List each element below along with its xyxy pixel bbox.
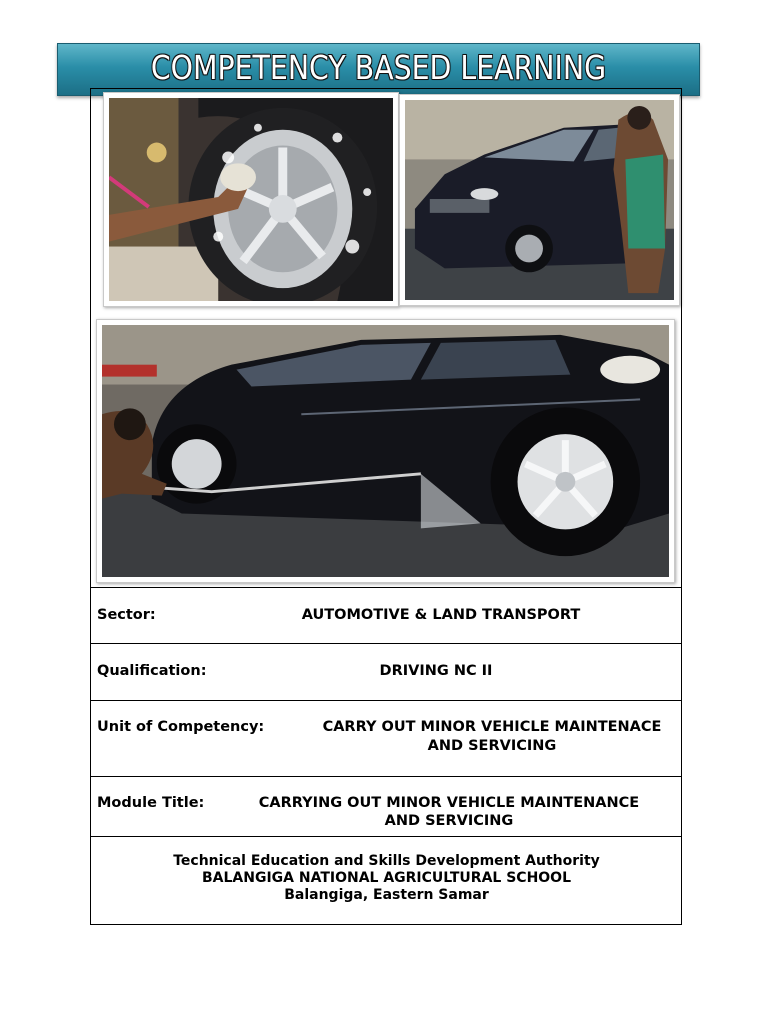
sector-label: Sector:	[97, 607, 156, 623]
module-value-line1: CARRYING OUT MINOR VEHICLE MAINTENANCE	[258, 795, 640, 811]
school-name: BALANGIGA NATIONAL AGRICULTURAL SCHOOL	[201, 870, 572, 886]
module-title-row	[91, 776, 682, 836]
wheel-washing-photo	[103, 92, 399, 307]
banner-title: COMPETENCY BASED LEARNING	[150, 48, 607, 87]
qualification-row	[91, 643, 682, 700]
suv-rinse-photo	[399, 94, 680, 306]
qualification-value: DRIVING NC II	[379, 663, 493, 679]
module-value-line2: AND SERVICING	[384, 813, 514, 829]
authority-name: Technical Education and Skills Development Authority	[173, 853, 600, 869]
unit-label: Unit of Competency:	[97, 719, 265, 735]
pressure-washing-photo	[96, 319, 675, 583]
sector-row	[91, 587, 682, 643]
institution-row	[91, 836, 682, 925]
school-location: Balangiga, Eastern Samar	[284, 887, 489, 903]
unit-value-line1: CARRY OUT MINOR VEHICLE MAINTENACE	[322, 719, 662, 735]
unit-value-line2: AND SERVICING	[427, 738, 557, 754]
unit-of-competency-row	[91, 700, 682, 776]
qualification-label: Qualification:	[97, 663, 207, 679]
sector-value: AUTOMOTIVE & LAND TRANSPORT	[301, 607, 581, 623]
module-label: Module Title:	[97, 795, 205, 811]
